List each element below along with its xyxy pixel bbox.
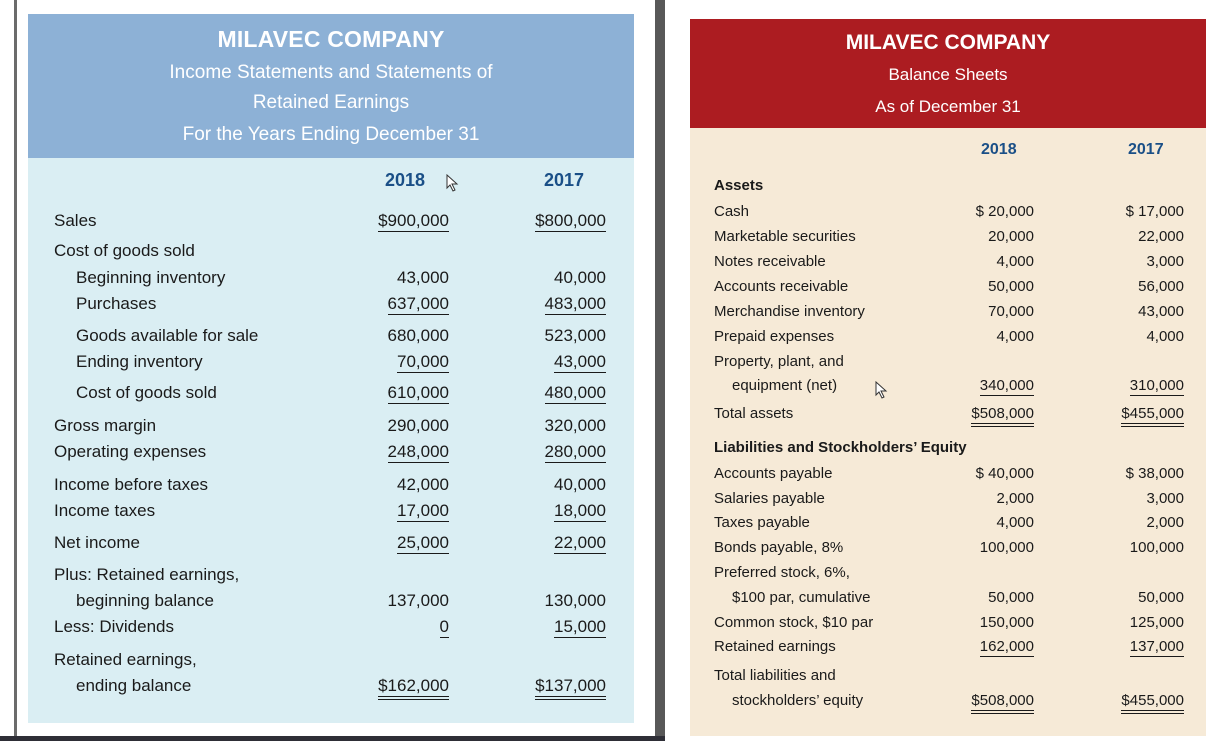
balance-2017-equipment-net: 310,000 (1129, 377, 1184, 394)
balance-2018-prepaid-expenses: 4,000 (996, 328, 1034, 345)
bottom-bar (0, 736, 665, 741)
balance-sheet-panel (690, 19, 1206, 736)
income-2017-gross-margin: 320,000 (544, 416, 606, 435)
income-label-net-income: Net income (54, 533, 140, 552)
income-2018-income-before-taxes: 42,000 (397, 475, 449, 494)
balance-label-merchandise-inventory: Merchandise inventory (714, 303, 865, 320)
balance-2017-marketable-securities: 22,000 (1138, 228, 1184, 245)
income-label-income-taxes: Income taxes (54, 501, 156, 520)
balance-2018-accounts-payable: $ 40,000 (975, 465, 1034, 482)
balance-label-preferred-stock: Preferred stock, 6%, (714, 564, 850, 581)
income-2018-beginning-inventory: 43,000 (397, 268, 449, 287)
panel-divider (655, 0, 665, 741)
income-statement-panel (28, 14, 634, 723)
income-label-beginning-inventory: Beginning inventory (76, 268, 226, 287)
balance-label-accounts-receivable: Accounts receivable (714, 278, 849, 295)
balance-2017-accounts-receivable: 56,000 (1138, 278, 1184, 295)
balance-company-title: MILAVEC COMPANY (845, 31, 1051, 54)
balance-2018-total-assets: $508,000 (971, 405, 1034, 427)
balance-label-property-plant: Property, plant, and (714, 353, 844, 370)
balance-2018-merchandise-inventory: 70,000 (988, 303, 1034, 320)
balance-2017-total-assets: $455,000 (1121, 405, 1184, 427)
balance-label-stockholders-equity: stockholders’ equity (732, 692, 864, 709)
balance-label-accounts-payable: Accounts payable (714, 465, 833, 482)
balance-2017-preferred-stock: 50,000 (1138, 589, 1184, 606)
income-label-operating-expenses: Operating expenses (54, 442, 207, 461)
balance-2018-equipment-net: 340,000 (979, 377, 1034, 394)
income-label-plus-retained-earnings: Plus: Retained earnings, (54, 565, 240, 584)
mouse-cursor-icon (874, 381, 890, 399)
income-2017-dividends: 15,000 (554, 617, 606, 636)
income-label-retained-earnings: Retained earnings, (54, 650, 197, 669)
income-label-less-dividends: Less: Dividends (54, 617, 175, 636)
income-2017-goods-available: 523,000 (544, 326, 606, 345)
balance-2018-taxes-payable: 4,000 (996, 514, 1034, 531)
balance-2018-retained-earnings: 162,000 (979, 638, 1034, 655)
income-2018-goods-available: 680,000 (387, 326, 449, 345)
balance-label-total-liabilities: Total liabilities and (714, 667, 836, 684)
balance-2017-prepaid-expenses: 4,000 (1146, 328, 1184, 345)
balance-label-par-cumulative: $100 par, cumulative (732, 589, 871, 606)
income-label-beginning-balance: beginning balance (76, 591, 215, 610)
balance-label-marketable-securities: Marketable securities (714, 228, 856, 245)
income-2017-ending-inventory: 43,000 (554, 352, 606, 371)
income-2017-income-taxes: 18,000 (554, 501, 606, 520)
balance-2017-taxes-payable: 2,000 (1146, 514, 1184, 531)
balance-label-cash: Cash (714, 203, 750, 220)
balance-2018-cash: $ 20,000 (975, 203, 1034, 220)
income-label-sales: Sales (54, 211, 97, 230)
balance-2017-merchandise-inventory: 43,000 (1138, 303, 1184, 320)
income-2017-operating-expenses: 280,000 (544, 442, 606, 461)
income-2018-beginning-balance: 137,000 (387, 591, 449, 610)
liabilities-heading: Liabilities and Stockholders’ Equity (714, 439, 967, 456)
balance-2017-notes-receivable: 3,000 (1146, 253, 1184, 270)
balance-year-2018: 2018 (981, 141, 1017, 158)
income-2017-ending-balance: $137,000 (535, 676, 606, 700)
income-2018-ending-balance: $162,000 (378, 676, 449, 700)
balance-2018-preferred-stock: 50,000 (988, 589, 1034, 606)
balance-2018-salaries-payable: 2,000 (996, 490, 1034, 507)
balance-2018-common-stock: 150,000 (979, 614, 1034, 631)
income-2018-income-taxes: 17,000 (397, 501, 449, 520)
balance-label-total-assets: Total assets (714, 405, 794, 422)
income-2017-sales: $800,000 (535, 211, 606, 230)
income-year-2018: 2018 (385, 170, 426, 190)
income-statement-header (28, 14, 634, 158)
income-company-title: MILAVEC COMPANY (217, 26, 445, 52)
income-label-cost-of-goods-sold: Cost of goods sold (76, 383, 217, 402)
income-2017-purchases: 483,000 (544, 294, 606, 313)
income-2018-dividends: 0 (439, 617, 449, 636)
balance-2018-total-liabilities-equity: $508,000 (971, 692, 1034, 714)
balance-label-common-stock: Common stock, $10 par (714, 614, 874, 631)
balance-sheet-header (690, 19, 1206, 128)
balance-label-salaries-payable: Salaries payable (714, 490, 825, 507)
income-2018-purchases: 637,000 (387, 294, 449, 313)
income-2017-net-income: 22,000 (554, 533, 606, 552)
income-label-purchases: Purchases (76, 294, 157, 313)
window-left-edge (0, 0, 17, 741)
income-label-cogs-heading: Cost of goods sold (54, 241, 195, 260)
balance-label-prepaid-expenses: Prepaid expenses (714, 328, 835, 345)
mouse-cursor-icon (445, 174, 461, 192)
balance-2017-accounts-payable: $ 38,000 (1125, 465, 1184, 482)
balance-2018-notes-receivable: 4,000 (996, 253, 1034, 270)
income-2018-net-income: 25,000 (397, 533, 449, 552)
income-2017-income-before-taxes: 40,000 (554, 475, 606, 494)
income-label-gross-margin: Gross margin (54, 416, 157, 435)
income-year-2017: 2017 (544, 170, 585, 190)
income-2018-sales: $900,000 (378, 211, 449, 230)
income-label-ending-inventory: Ending inventory (76, 352, 203, 371)
balance-label-bonds-payable: Bonds payable, 8% (714, 539, 844, 556)
balance-2018-accounts-receivable: 50,000 (988, 278, 1034, 295)
income-2017-beginning-inventory: 40,000 (554, 268, 606, 287)
income-2017-beginning-balance: 130,000 (544, 591, 606, 610)
income-subtitle-3: For the Years Ending December 31 (182, 124, 480, 145)
balance-subtitle-2: As of December 31 (875, 97, 1021, 116)
balance-2017-retained-earnings: 137,000 (1129, 638, 1184, 655)
balance-label-retained-earnings: Retained earnings (714, 638, 836, 655)
assets-heading: Assets (714, 177, 764, 194)
balance-2017-common-stock: 125,000 (1129, 614, 1184, 631)
income-subtitle-1: Income Statements and Statements of (169, 62, 493, 83)
balance-subtitle-1: Balance Sheets (888, 65, 1008, 84)
income-2018-gross-margin: 290,000 (387, 416, 449, 435)
income-2018-ending-inventory: 70,000 (397, 352, 449, 371)
balance-2017-total-liabilities-equity: $455,000 (1121, 692, 1184, 714)
balance-2017-cash: $ 17,000 (1125, 203, 1184, 220)
income-subtitle-2: Retained Earnings (252, 92, 410, 113)
income-2018-operating-expenses: 248,000 (387, 442, 449, 461)
balance-2018-marketable-securities: 20,000 (988, 228, 1034, 245)
income-label-income-before-taxes: Income before taxes (54, 475, 209, 494)
income-2017-cost-of-goods-sold: 480,000 (544, 383, 606, 402)
balance-label-taxes-payable: Taxes payable (714, 514, 810, 531)
balance-2017-bonds-payable: 100,000 (1129, 539, 1184, 556)
balance-year-2017: 2017 (1128, 141, 1164, 158)
balance-2017-salaries-payable: 3,000 (1146, 490, 1184, 507)
income-label-ending-balance: ending balance (76, 676, 192, 695)
income-label-goods-available: Goods available for sale (76, 326, 259, 345)
balance-label-notes-receivable: Notes receivable (714, 253, 826, 270)
balance-2018-bonds-payable: 100,000 (979, 539, 1034, 556)
balance-label-equipment-net: equipment (net) (732, 377, 838, 394)
income-2018-cost-of-goods-sold: 610,000 (387, 383, 449, 402)
